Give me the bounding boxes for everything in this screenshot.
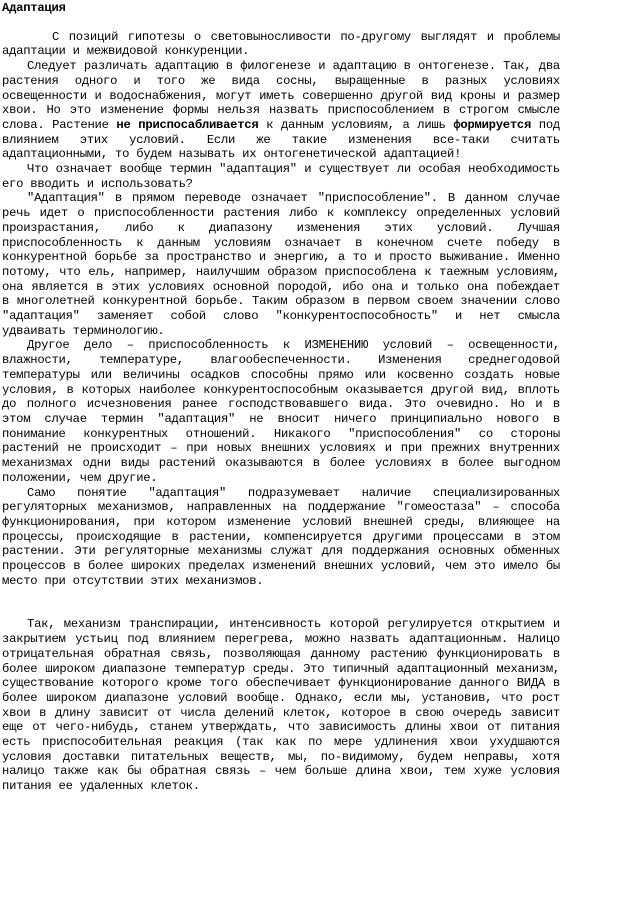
paragraph-spacer [2,588,560,617]
paragraph-2-bold-2: формируется [453,117,532,132]
paragraph-6: Само понятие "адаптация" подразумевает наличие специализированных регуляторных механизмов, направленных на поддержание "гомеостаза" – способа функционирования, при котором изменение условий внешней среды, влияющее на процессы, происходящие в растении, компенсируется другими процессами в этом растении. Эти регуляторные механизмы служат для поддержания основных обменных процессов в более широких пределах изменений внешних условий, чем это имело бы место при отсутствии этих механизмов. [2,485,560,588]
paragraph-7: Так, механизм транспирации, интенсивность которой регулируется открытием и закрытием устьиц под влиянием перегрева, можно назвать адаптационным. Налицо отрицательная обратная связь, позволяющая данному растению функционировать в более широком диапазоне температур среды. Это типичный адаптационный механизм, существование которого кроме того обеспечивает функционирование данного ВИДА в более широком диапазоне условий вообще. Однако, если мы, установив, что рост хвои в длину зависит от числа делений клеток, которое в свою очередь зависит еще от чего-нибудь, станем утверждать, что зависимость длины хвои от питания есть приспособительная реакция (так как по мере удлинения хвои ухудшаются условия доставки питательных веществ, мы, по-видимому, будем неправы, хотя налицо также как бы обратная связь – чем больше длина хвои, тем хуже условия питания ее удаленных клеток. [2,617,560,794]
paragraph-4: "Адаптация" в прямом переводе означает "приспособление". В данном случае речь идет о приспособленности растения либо к комплексу определенных условий произрастания, либо к диапазону изменения этих условий. Лучшая приспособленность к данным условиям означает в конечном счете победу в конкурентной борьбе за пространство и энергию, а то и просто выживание. Именно потому, что ель, например, наилучшим образом приспособлена к таежным условиям, она является в этих условиях основной породой, ибо она и только она побеждает в многолетней конкурентной борьбе. Таким образом в первом своем значении слово "адаптация" заменяет собой слово "конкурентоспособность" и нет смысла удваивать терминологию. [2,191,560,338]
paragraph-2-text-c: к данным условиям, а лишь [258,117,454,132]
document-title: Адаптация [2,1,66,15]
paragraph-2 [2,59,560,162]
paragraph-5: Другое дело – приспособленность к ИЗМЕНЕНИЮ условий – освещенности, влажности, температуре, влагообеспеченности. Изменения среднегодовой температуры или величины осадков способны прямо или косвенно создать новые условия, в которых наиболее конкурентоспособным оказывается другой вид, вплоть до полного исчезновения ранее господствовавшего вида. Это очевидно. Но и в этом случае термин "адаптация" не вносит ничего принципиально нового в понимание конкурентных отношений. Никакого "приспособления" со стороны растений не происходит – при новых внешних условиях и при прежних внутренних механизмах одни виды растений оказываются в более условиях в более выгодном положении, чем другие. [2,338,560,485]
paragraph-2-text-d: под влиянием этих условий. Если же такие изменения все-таки считать адаптационными, то будем называть их онтогенетической адаптацией! [2,117,560,162]
paragraph-3: Что означает вообще термин "адаптация" и существует ли особая необходимость его вводить и использовать? [2,162,560,191]
paragraph-1: С позиций гипотезы о световыносливости по-другому выглядят и проблемы адаптации и межвидовой конкуренции. [2,29,560,59]
paragraph-2-text-a: Следует различать адаптацию в филогенезе и адаптацию в онтогенезе. Так, два растения одного и того же вида сосны, выращенные в разных условиях освещенности и водоснабжения, могут иметь совершенно другой вид кроны и размер хвои. Но это изменение формы нельзя назвать приспособлением в строгом смысле слова. Растение [2,59,560,132]
paragraph-2-bold-1: не приспосабливается [116,117,259,132]
